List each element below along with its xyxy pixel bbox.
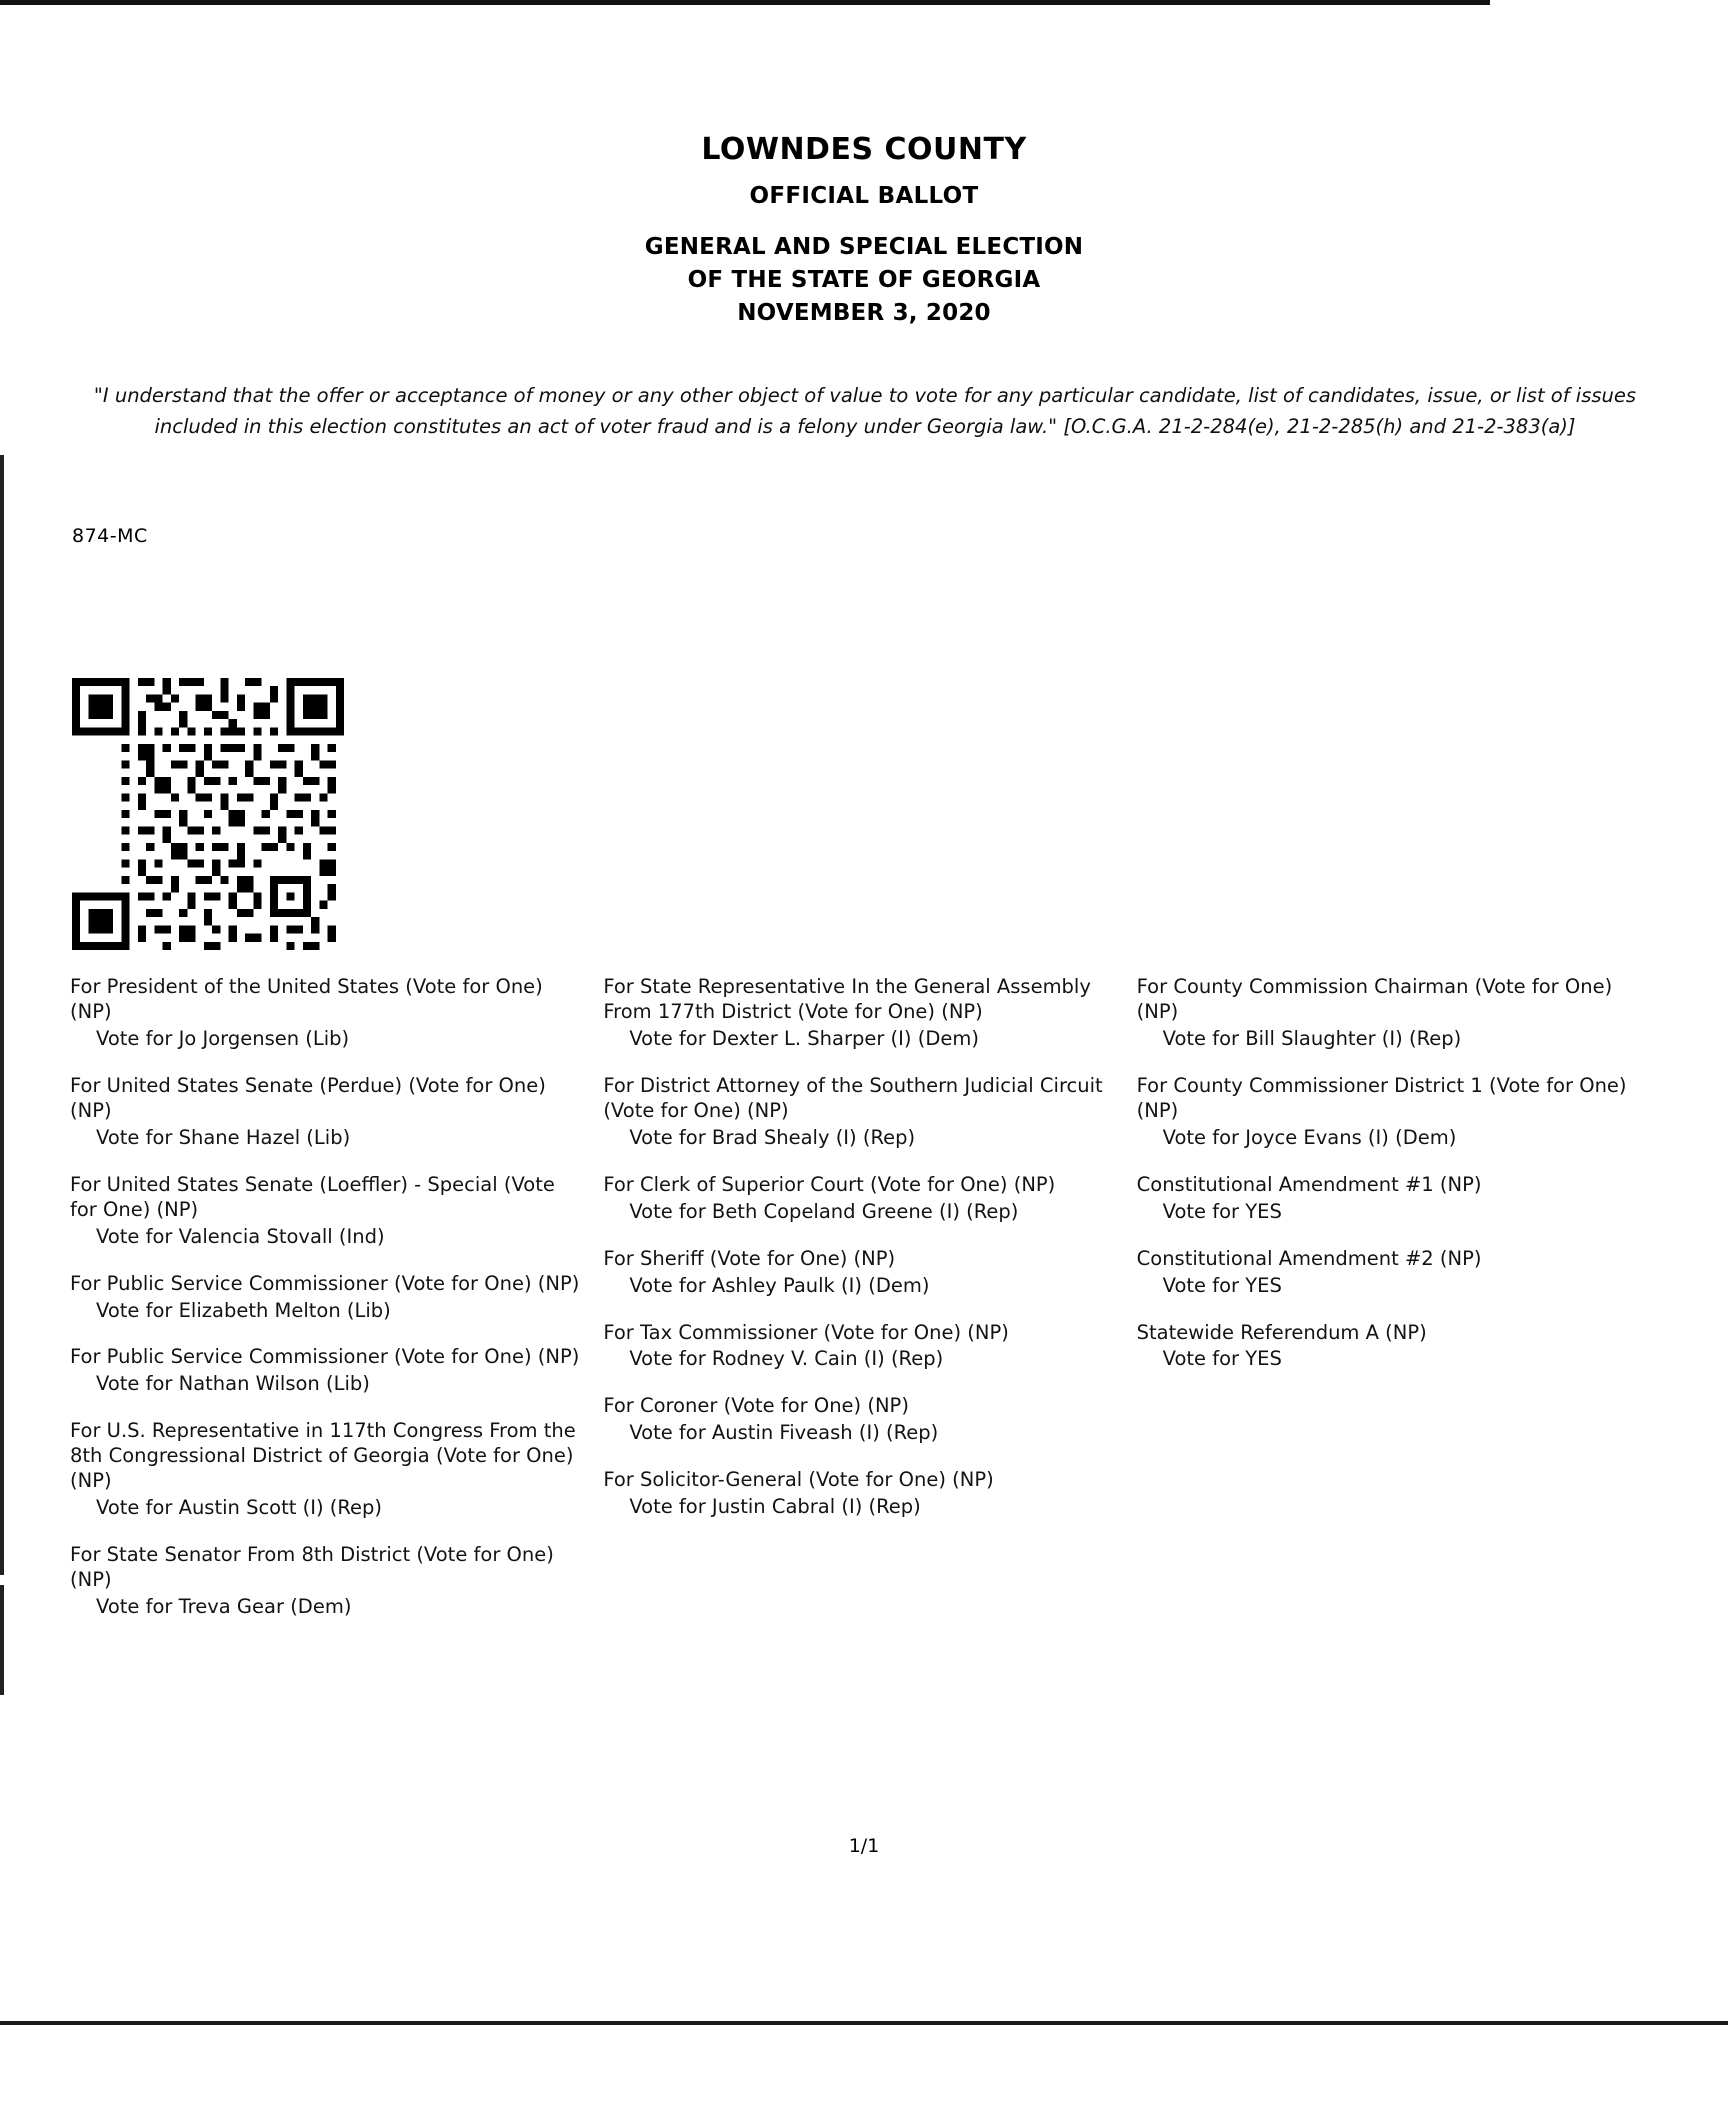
contest [70,1543,585,1620]
contest-columns [70,975,1670,1642]
ballot-qr-code [72,678,344,950]
contest-choice: Vote for Austin Fiveash (I) (Rep) [629,1421,939,1445]
scan-artifact-left-lower [0,1585,4,1695]
contest [70,1074,585,1151]
ballot-type: OFFICIAL BALLOT [749,182,979,209]
scan-artifact-bottom [0,2021,1728,2025]
contest-choice: Vote for YES [1162,1199,1282,1223]
contest-title: For U.S. Representative in 117th Congress From the 8th Congressional District of Georgia (Vote for One) (NP) [70,1419,576,1493]
contest-choice: Vote for Shane Hazel (Lib) [96,1125,351,1149]
ballot-column-3 [1137,975,1670,1642]
contest [1137,1173,1652,1225]
contest-choice: Vote for Ashley Paulk (I) (Dem) [629,1273,930,1297]
contest [1137,975,1652,1052]
ballot-column-1 [70,975,603,1642]
contest [603,1394,1118,1446]
contest [70,1272,585,1324]
contest-choice: Vote for Joyce Evans (I) (Dem) [1162,1125,1457,1149]
contest [603,1468,1118,1520]
scan-artifact-left [0,455,4,1575]
contest [70,1173,585,1250]
contest-choice: Vote for Treva Gear (Dem) [96,1595,352,1619]
contest-choice: Vote for Austin Scott (I) (Rep) [96,1496,383,1520]
contest-choice: Vote for Dexter L. Sharper (I) (Dem) [629,1026,979,1050]
contest-choice: Vote for Justin Cabral (I) (Rep) [629,1495,921,1519]
contest-title: Constitutional Amendment #1 (NP) [1136,1172,1482,1196]
ballot-header [0,130,1728,331]
contest-title: Statewide Referendum A (NP) [1136,1320,1427,1344]
contest [603,1074,1118,1151]
county-title: LOWNDES COUNTY [701,132,1027,167]
contest-title: Constitutional Amendment #2 (NP) [1136,1246,1482,1270]
contest-title: For United States Senate (Loeffler) - Special (Vote for One) (NP) [70,1172,555,1221]
contest [603,1247,1118,1299]
contest-title: For Public Service Commissioner (Vote for One) (NP) [70,1345,580,1369]
contest-title: For Tax Commissioner (Vote for One) (NP) [603,1320,1009,1344]
contest-title: For Sheriff (Vote for One) (NP) [603,1246,896,1270]
ballot-column-2 [603,975,1136,1642]
contest [603,975,1118,1052]
contest-title: For District Attorney of the Southern Judicial Circuit (Vote for One) (NP) [603,1073,1103,1122]
contest-title: For Clerk of Superior Court (Vote for One) (NP) [603,1172,1056,1196]
contest [70,1345,585,1397]
contest-choice: Vote for YES [1162,1347,1282,1371]
contest-title: For President of the United States (Vote for One) (NP) [70,975,543,1023]
scan-artifact-top [0,0,1490,5]
contest-choice: Vote for Beth Copeland Greene (I) (Rep) [629,1199,1019,1223]
contest-title: For County Commissioner District 1 (Vote for One) (NP) [1136,1073,1627,1122]
election-title-line2: OF THE STATE OF GEORGIA [687,266,1041,293]
contest [603,1321,1118,1373]
contest [70,975,585,1052]
contest-title: For Coroner (Vote for One) (NP) [603,1394,909,1418]
contest-title: For County Commission Chairman (Vote for One) (NP) [1136,975,1613,1023]
contest [1137,1074,1652,1151]
contest-title: For State Representative In the General Assembly From 177th District (Vote for One) (NP) [603,975,1091,1023]
contest-choice: Vote for Jo Jorgensen (Lib) [96,1026,350,1050]
contest-choice: Vote for Rodney V. Cain (I) (Rep) [629,1347,944,1371]
contest [1137,1321,1652,1373]
contest [70,1419,585,1521]
ballot-id: 874-MC [72,525,148,547]
contest-choice: Vote for YES [1162,1273,1282,1297]
voter-fraud-oath: "I understand that the offer or acceptance of money or any other object of value to vote for any particular candidate, list of candidates, issue, or list of issues included in this election constitutes an act of voter fraud and is a felony under Georgia law." [O.C.G.A. 21-2-284(e), 21-2-285(h) and 21-2-383(a)] [93,384,1637,439]
contest-title: For United States Senate (Perdue) (Vote for One) (NP) [70,1073,546,1122]
contest [1137,1247,1652,1299]
contest-choice: Vote for Nathan Wilson (Lib) [96,1372,370,1396]
contest-choice: Vote for Elizabeth Melton (Lib) [96,1298,391,1322]
contest-choice: Vote for Brad Shealy (I) (Rep) [629,1125,916,1149]
contest [603,1173,1118,1225]
election-date: NOVEMBER 3, 2020 [737,300,991,327]
contest-title: For Public Service Commissioner (Vote for One) (NP) [70,1271,580,1295]
election-title-line1: GENERAL AND SPECIAL ELECTION [644,233,1084,260]
contest-choice: Vote for Bill Slaughter (I) (Rep) [1162,1026,1462,1050]
contest-choice: Vote for Valencia Stovall (Ind) [96,1224,385,1248]
contest-title: For State Senator From 8th District (Vote for One) (NP) [70,1543,554,1592]
page-number: 1/1 [848,1835,880,1857]
contest-title: For Solicitor-General (Vote for One) (NP) [603,1468,994,1492]
